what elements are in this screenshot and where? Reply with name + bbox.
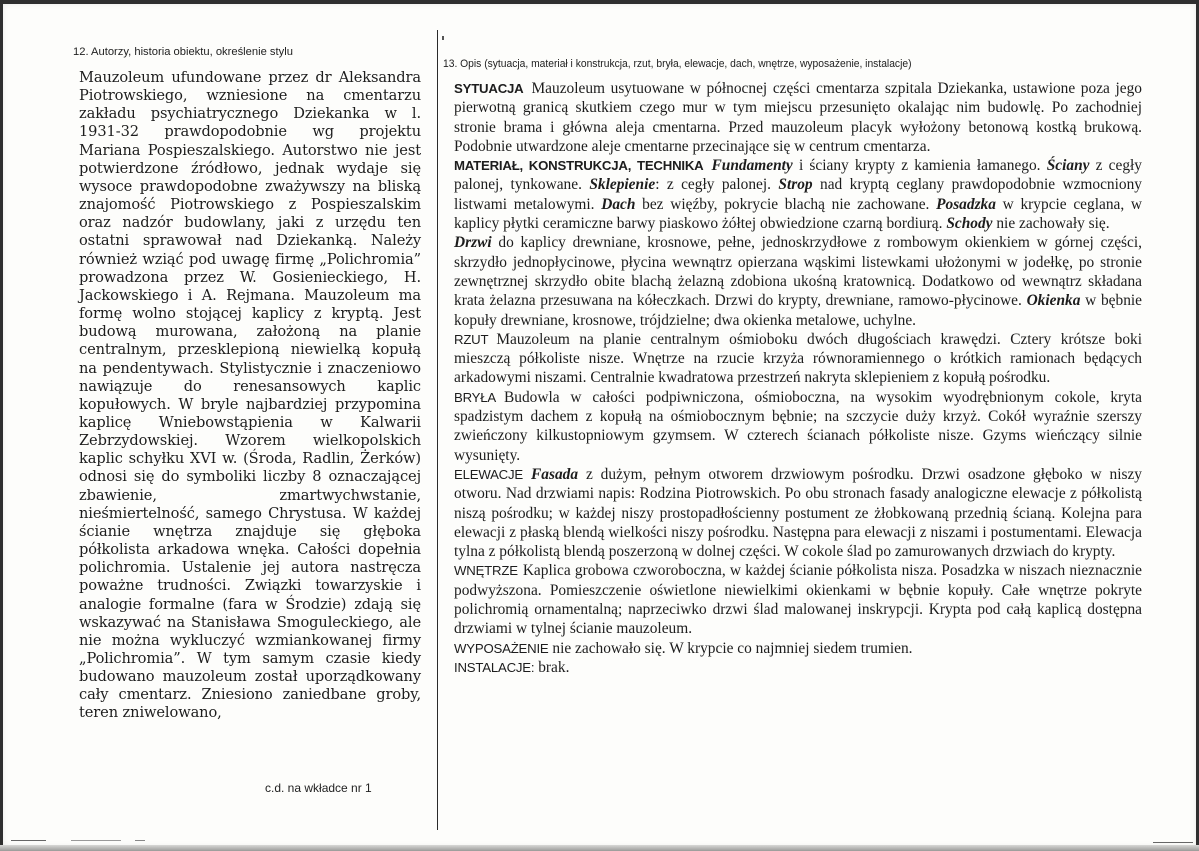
scan-artifact [1153, 842, 1193, 843]
wyposazenie-paragraph [454, 639, 1142, 658]
keyword-drzwi: Drzwi [454, 234, 492, 252]
section-13-label: 13. Opis (sytuacja, materiał i konstrukcja, rzut, bryła, elewacje, dach, wnętrze, wyposażenie, instalacje) [443, 58, 912, 70]
bryla-paragraph [454, 388, 1142, 465]
instalacje-text: brak. [534, 658, 570, 676]
bryla-heading: BRYŁA [454, 389, 497, 405]
okienka-text: w bębnie kopuły drewniane, krosnowe, trójdzielne; dwa okienka metalowe, uchylne. [454, 292, 1142, 329]
scan-artifact [11, 840, 46, 841]
scan-artifact [71, 840, 121, 841]
wnetrze-paragraph [454, 561, 1142, 638]
wyposazenie-text: nie zachowało się. W krypcie co najmniej siedem trumien. [548, 639, 913, 657]
instalacje-heading: INSTALACJE: [454, 659, 535, 675]
section-13-body [454, 79, 1142, 677]
elewacje-heading: ELEWACJE [454, 466, 523, 482]
material-paragraph [454, 156, 1142, 233]
keyword-sklepienie: Sklepienie [589, 176, 656, 194]
rzut-text: Mauzoleum na planie centralnym ośmioboku dwóch długościach krawędzi. Cztery krótsze boki mieszczą półkoliste nisze. Wnętrze na rzucie krzyża równoramiennego o krótkich ramionach będących arkadowymi niszami. Centralnie kwadratowa przestrzeń nakryta sklepieniem z kopułą pośrodku. [454, 330, 1142, 387]
wnetrze-text: Kaplica grobowa czworoboczna, w każdej ścianie półkolista nisza. Posadzka w niszach nieznacznie podwyższona. Pomieszczenie oświetlone niewielkimi okienkami w bębnie kopuły. Całe wnętrze pokryte polichromią ornamentalną; naprzeciwko drzwi ślad malowanej inskrypcji. Krypta pod całą kaplicą dostępna drzwiami w tylnej ścianie mauzoleum. [454, 562, 1142, 638]
keyword-posadzka: Posadzka [936, 195, 996, 213]
bryla-text: Budowla w całości podpiwniczona, ośmioboczna, na wysokim wyodrębnionym cokole, kryta spadzistym dachem z kopułą na ośmiobocznym bębnie; na szczycie duży krzyż. Cokół wyraźnie szerszy zwieńczony kilkustopniowym gzymsem. W czterech ścianach półkoliste nisze. Gzyms wieńczący silnie wysunięty. [454, 388, 1142, 464]
column-divider [437, 30, 438, 830]
scan-speck [442, 36, 444, 40]
sytuacja-text: Mauzoleum usytuowane w północnej części cmentarza szpitala Dziekanka, ustawione poza jego pierwotną granicą skutkiem czego mur w tym miejscu przesunięto okalając nim budowlę. Po zachodniej stronie brama i główna aleja cmentarna. Przed mauzoleum placyk wyłożony betonową kostką brukową. Podobnie utwardzone aleje cmentarne przecinające się w centrum cmentarza. [454, 80, 1142, 155]
keyword-okienka: Okienka [1026, 292, 1081, 310]
elewacje-paragraph [454, 465, 1142, 561]
keyword-dach: Dach [601, 195, 636, 213]
schody-text: nie zachowały się. [992, 215, 1110, 233]
fundamenty-text: i ściany krypty z kamienia łamanego. [792, 157, 1047, 175]
drzwi-paragraph [454, 233, 1142, 329]
keyword-fundamenty: Fundamenty [711, 157, 793, 175]
document-page [3, 4, 1196, 846]
posadzka-text: w krypcie ceglana, w kaplicy płytki ceramiczne barwy piaskowo żółtej obwiedzione czarną bordiurą. [454, 195, 1143, 233]
sytuacja-paragraph [454, 79, 1142, 156]
continuation-note: c.d. na wkładce nr 1 [265, 781, 372, 795]
sytuacja-heading: SYTUACJA [454, 81, 524, 96]
section-12-body [79, 69, 421, 723]
rzut-paragraph [454, 330, 1142, 388]
wnetrze-heading: WNĘTRZE [454, 563, 518, 579]
dach-text: bez więźby, pokrycie blachą nie zachowane. [635, 195, 937, 213]
instalacje-paragraph [454, 658, 1142, 677]
elewacje-text: z dużym, pełnym otworem drzwiowym pośrodku. Drzwi osadzone głęboko w niszy otworu. Nad drzwiami napis: Rodzina Piotrowskich. Po obu stronach fasady analogiczne elewacje z półkolistą niszą pośrodku; w każdej niszy prostopadłościenny postument ze żłobkowaną przednią ścianą. Kolejna para elewacji z płaską blendą wielkości niszy pośrodku. Następna para elewacji z niszami i postumentami. Elewacja tylna z półkolistą blendą poszerzoną w dolnej części. W cokole ślad po zamurowanych drzwiach do krypty. [454, 465, 1142, 561]
scan-artifact [135, 840, 145, 841]
material-heading: MATERIAŁ, KONSTRUKCJA, TECHNIKA [454, 158, 704, 174]
rzut-heading: RZUT [454, 331, 489, 347]
keyword-sciany: Ściany [1046, 157, 1090, 175]
section-12-label: 12. Autorzy, historia obiektu, określenie stylu [73, 46, 293, 58]
keyword-schody: Schody [946, 215, 993, 233]
keyword-strop: Strop [778, 176, 813, 194]
section-12-paragraph: Mauzoleum ufundowane przez dr Aleksandra Piotrowskiego, wzniesione na cmentarzu zakładu psychiatrycznego Dziekanka w l. 1931-32 prawdopodobnie wg projektu Mariana Pospieszalskiego. Autorstwo nie jest potwierdzone źródłowo, jednak wydaje się wysoce prawdopodobne zważywszy na bliską znajomość Piotrowskiego z Pospieszalskim oraz nadzór budowlany, jaki z urzędu ten ostatni sprawował nad Dziekanką. Należy również wziąć pod uwagę firmę „Polichromia” prowadzona przez W. Gosienieckiego, H. Jackowskiego i A. Rejmana. Mauzoleum ma formę wolno stojącej kaplicy z kryptą. Jest budową murowana, założoną na planie centralnym, przesklepioną niewielką kopułą na pendentywach. Stylistycznie i znaczeniowo nawiązuje do renesansowych kaplic kopułowych. W bryle najbardziej przypomina kaplicę Wniebowstąpienia w Kalwarii Zebrzydowskiej. Wzorem wielkopolskich kaplic schyłku XVI w. (Środa, Radlin, Żerków) odnosi się do symboliki liczby 8 oznaczającej zbawienie, zmartwychwstanie, nieśmiertelność, samego Chrystusa. W każdej ścianie wnętrza znajduje się głęboka półkolista arkadowa wnęka. Całości dopełnia polichromia. Ustalenie jej autora nastręcza poważne trudności. Związki towarzyskie i analogie formalne (fara w Środzie) zdają się wskazywać na Stanisława Smoguleckiego, ale nie można wykluczyć wzmiankowanej firmy „Polichromia”. W tym samym czasie kiedy budowano mauzoleum został uporządkowany cały cmentarz. Zniesiono zaniedbane groby, teren zniwelowano, [79, 69, 421, 722]
scan-edge-shadow [0, 845, 1199, 851]
sciany-text: z cegły palonej, tynkowane. [454, 157, 1143, 194]
keyword-fasada: Fasada [531, 465, 579, 483]
sklepienie-text: : z cegły palonej. [655, 176, 779, 194]
drzwi-text: do kaplicy drewniane, krosnowe, pełne, jednoskrzydłowe z rombowym okienkiem w górnej części, skrzydło jednopłycinowe, płycina wewnątrz opierzana wąskimi listewkami ułożonymi w jodełkę, po stronie zewnętrznej skrzydło obite blachą żelazną zdobiona ukośną kratownicą. Dodatkowo od wewnątrz składana krata żelazna przesuwana na kółeczkach. Drzwi do krypty, drewniane, ramowo-płycinowe. [454, 234, 1142, 310]
wyposazenie-heading: WYPOSAŻENIE [454, 640, 549, 656]
strop-text: nad kryptą ceglany prawdopodobnie wzmocniony listwami metalowymi. [454, 176, 1142, 213]
